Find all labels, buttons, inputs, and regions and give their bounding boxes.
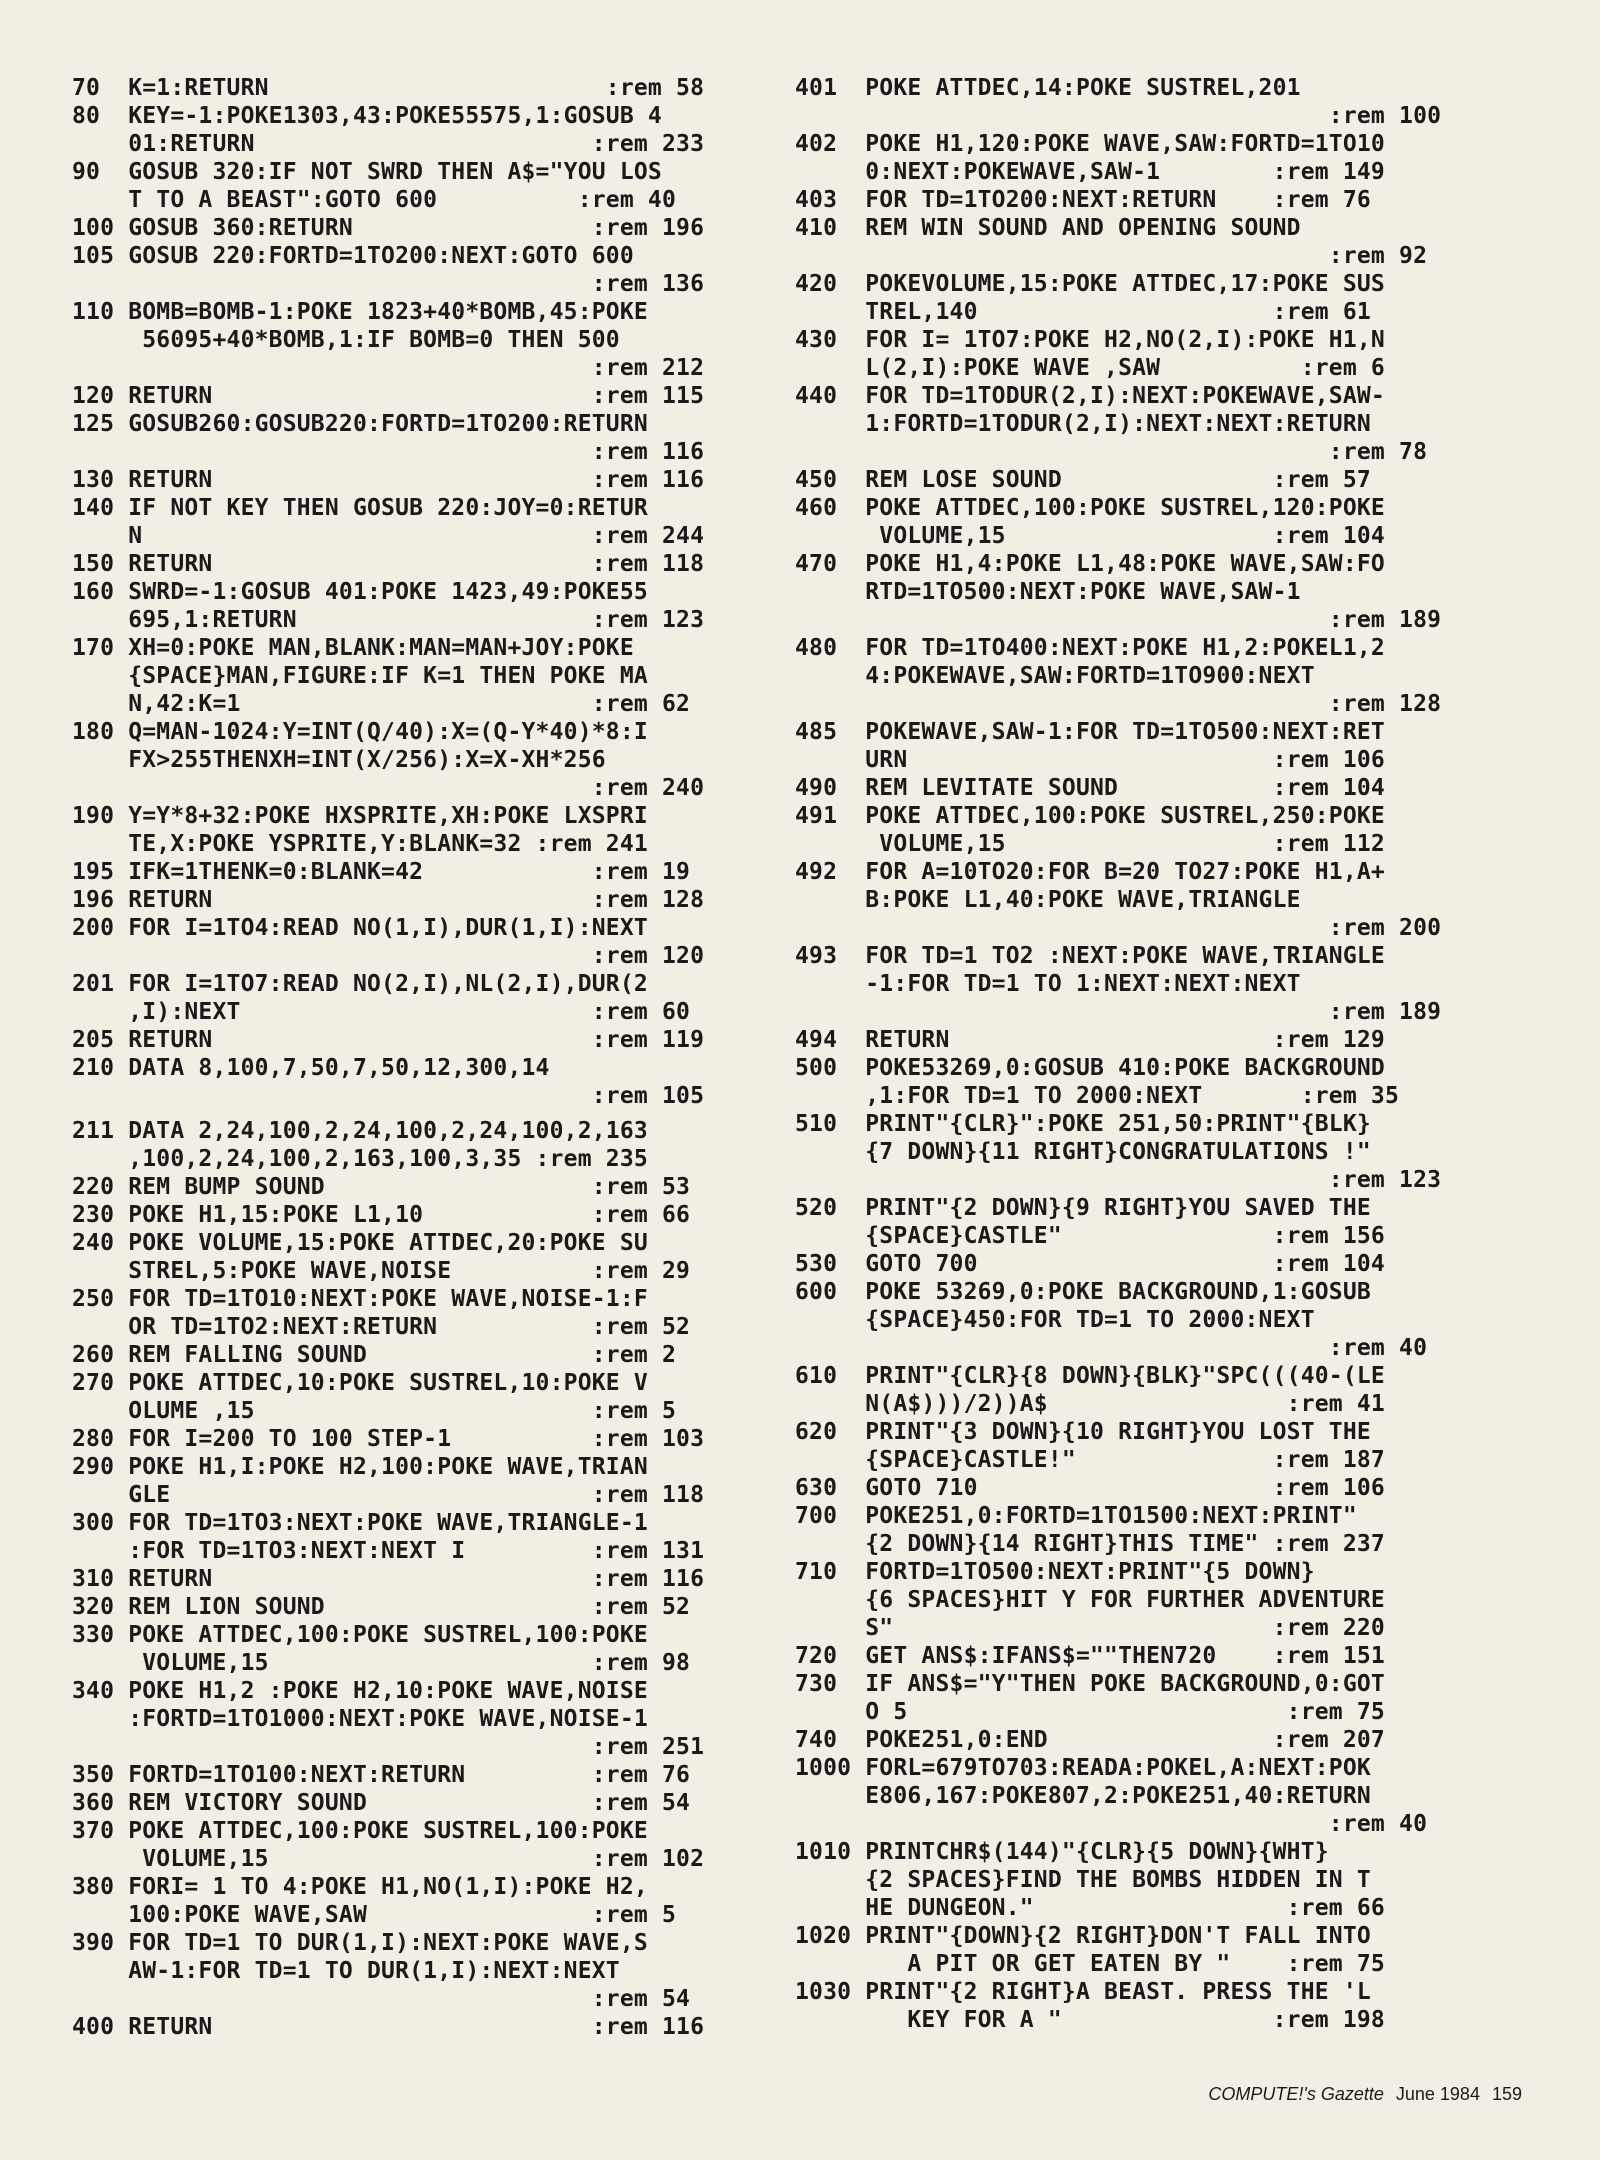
code-line: VOLUME,15 :rem 98 — [72, 1650, 691, 1676]
code-line: 230 POKE H1,15:POKE L1,10 :rem 66 — [72, 1202, 691, 1228]
code-line: GLE :rem 118 — [72, 1482, 705, 1508]
code-line: N(A$)))/2))A$ :rem 41 — [795, 1391, 1385, 1417]
code-line: S" :rem 220 — [795, 1615, 1385, 1641]
code-line: ,1:FOR TD=1 TO 2000:NEXT :rem 35 — [795, 1083, 1400, 1109]
code-line: OLUME ,15 :rem 5 — [72, 1398, 677, 1424]
code-line: 140 IF NOT KEY THEN GOSUB 220:JOY=0:RETUR — [72, 495, 648, 521]
code-line: 160 SWRD=-1:GOSUB 401:POKE 1423,49:POKE55 — [72, 579, 648, 605]
code-line: 125 GOSUB260:GOSUB220:FORTD=1TO200:RETURN — [72, 411, 648, 437]
code-line: :rem 212 — [72, 355, 705, 381]
code-line: KEY FOR A " :rem 198 — [795, 2007, 1385, 2033]
magazine-name: COMPUTE!'s Gazette — [1208, 2084, 1384, 2104]
code-line: {2 DOWN}{14 RIGHT}THIS TIME" :rem 237 — [795, 1531, 1385, 1557]
code-line: 695,1:RETURN :rem 123 — [72, 607, 705, 633]
code-line: TE,X:POKE YSPRITE,Y:BLANK=32 :rem 241 — [72, 831, 648, 857]
code-line: O 5 :rem 75 — [795, 1699, 1385, 1725]
code-line: 300 FOR TD=1TO3:NEXT:POKE WAVE,TRIANGLE-1 — [72, 1510, 648, 1536]
code-line: 1000 FORL=679TO703:READA:POKEL,A:NEXT:POK — [795, 1755, 1371, 1781]
code-line: :rem 123 — [795, 1167, 1442, 1193]
code-line: 205 RETURN :rem 119 — [72, 1027, 705, 1053]
code-line: 402 POKE H1,120:POKE WAVE,SAW:FORTD=1TO10 — [795, 131, 1385, 157]
code-line: :rem 189 — [795, 999, 1442, 1025]
code-line: 270 POKE ATTDEC,10:POKE SUSTREL,10:POKE V — [72, 1370, 648, 1396]
code-line: :rem 128 — [795, 691, 1442, 717]
code-line: E806,167:POKE807,2:POKE251,40:RETURN — [795, 1783, 1371, 1809]
code-line: 100:POKE WAVE,SAW :rem 5 — [72, 1902, 677, 1928]
code-line: 110 BOMB=BOMB-1:POKE 1823+40*BOMB,45:POKE — [72, 299, 648, 325]
code-line: 492 FOR A=10TO20:FOR B=20 TO27:POKE H1,A+ — [795, 859, 1385, 885]
code-line: :rem 120 — [72, 943, 705, 969]
code-line: :rem 40 — [795, 1811, 1428, 1837]
code-line: 720 GET ANS$:IFANS$=""THEN720 :rem 151 — [795, 1643, 1385, 1669]
code-line: VOLUME,15 :rem 102 — [72, 1846, 705, 1872]
code-line: 56095+40*BOMB,1:IF BOMB=0 THEN 500 — [72, 327, 620, 353]
code-line: :FORTD=1TO1000:NEXT:POKE WAVE,NOISE-1 — [72, 1706, 648, 1732]
code-line: 210 DATA 8,100,7,50,7,50,12,300,14 — [72, 1055, 550, 1081]
code-line: 480 FOR TD=1TO400:NEXT:POKE H1,2:POKEL1,2 — [795, 635, 1385, 661]
code-line: T TO A BEAST":GOTO 600 :rem 40 — [72, 187, 677, 213]
code-line: ,I):NEXT :rem 60 — [72, 999, 691, 1025]
code-line: 1:FORTD=1TODUR(2,I):NEXT:NEXT:RETURN — [795, 411, 1371, 437]
code-line: :FOR TD=1TO3:NEXT:NEXT I :rem 131 — [72, 1538, 705, 1564]
code-line: RTD=1TO500:NEXT:POKE WAVE,SAW-1 — [795, 579, 1301, 605]
code-line: 710 FORTD=1TO500:NEXT:PRINT"{5 DOWN} — [795, 1559, 1315, 1585]
code-line: FX>255THENXH=INT(X/256):X=X-XH*256 — [72, 747, 606, 773]
code-line: :rem 78 — [795, 439, 1428, 465]
code-line: 4:POKEWAVE,SAW:FORTD=1TO900:NEXT — [795, 663, 1315, 689]
left-code-column — [72, 74, 762, 2041]
code-line: 1030 PRINT"{2 RIGHT}A BEAST. PRESS THE 'L — [795, 1979, 1371, 2005]
code-line: 530 GOTO 700 :rem 104 — [795, 1251, 1385, 1277]
code-line: 500 POKE53269,0:GOSUB 410:POKE BACKGROUND — [795, 1055, 1385, 1081]
code-line: 180 Q=MAN-1024:Y=INT(Q/40):X=(Q-Y*40)*8:I — [72, 719, 648, 745]
code-line: N :rem 244 — [72, 523, 705, 549]
code-line: ,100,2,24,100,2,163,100,3,35 :rem 235 — [72, 1146, 648, 1172]
code-line: 01:RETURN :rem 233 — [72, 131, 705, 157]
code-line: :rem 200 — [795, 915, 1442, 941]
code-line: STREL,5:POKE WAVE,NOISE :rem 29 — [72, 1258, 691, 1284]
code-line: {2 SPACES}FIND THE BOMBS HIDDEN IN T — [795, 1867, 1371, 1893]
code-line: 310 RETURN :rem 116 — [72, 1566, 705, 1592]
code-line: :rem 240 — [72, 775, 705, 801]
code-line: VOLUME,15 :rem 112 — [795, 831, 1385, 857]
code-line: B:POKE L1,40:POKE WAVE,TRIANGLE — [795, 887, 1301, 913]
code-line: 740 POKE251,0:END :rem 207 — [795, 1727, 1385, 1753]
code-line: 120 RETURN :rem 115 — [72, 383, 705, 409]
code-line: 490 REM LEVITATE SOUND :rem 104 — [795, 775, 1385, 801]
code-line: 170 XH=0:POKE MAN,BLANK:MAN=MAN+JOY:POKE — [72, 635, 634, 661]
code-line: 730 IF ANS$="Y"THEN POKE BACKGROUND,0:GOT — [795, 1671, 1385, 1697]
code-line: N,42:K=1 :rem 62 — [72, 691, 691, 717]
code-line: URN :rem 106 — [795, 747, 1385, 773]
code-line: 370 POKE ATTDEC,100:POKE SUSTREL,100:POKE — [72, 1818, 648, 1844]
code-line: HE DUNGEON." :rem 66 — [795, 1895, 1385, 1921]
right-code-column — [795, 74, 1525, 2034]
code-line: 0:NEXT:POKEWAVE,SAW-1 :rem 149 — [795, 159, 1385, 185]
code-line: :rem 100 — [795, 103, 1442, 129]
code-line: 440 FOR TD=1TODUR(2,I):NEXT:POKEWAVE,SAW- — [795, 383, 1385, 409]
blank-gap — [72, 1110, 762, 1117]
code-line: {SPACE}MAN,FIGURE:IF K=1 THEN POKE MA — [72, 663, 648, 689]
code-line: 470 POKE H1,4:POKE L1,48:POKE WAVE,SAW:FO — [795, 551, 1385, 577]
code-line: 494 RETURN :rem 129 — [795, 1027, 1385, 1053]
code-line: :rem 136 — [72, 271, 705, 297]
code-line: AW-1:FOR TD=1 TO DUR(1,I):NEXT:NEXT — [72, 1958, 620, 1984]
code-line: {SPACE}CASTLE!" :rem 187 — [795, 1447, 1385, 1473]
page-footer — [1196, 2084, 1522, 2105]
issue-date: June 1984 — [1395, 2084, 1480, 2104]
code-line: 90 GOSUB 320:IF NOT SWRD THEN A$="YOU LOS — [72, 159, 662, 185]
code-line: 130 RETURN :rem 116 — [72, 467, 705, 493]
code-line: 493 FOR TD=1 TO2 :NEXT:POKE WAVE,TRIANGLE — [795, 943, 1385, 969]
code-line: :rem 105 — [72, 1083, 705, 1109]
code-line: 340 POKE H1,2 :POKE H2,10:POKE WAVE,NOISE — [72, 1678, 648, 1704]
code-line: :rem 40 — [795, 1335, 1428, 1361]
code-line: 630 GOTO 710 :rem 106 — [795, 1475, 1385, 1501]
code-line: 290 POKE H1,I:POKE H2,100:POKE WAVE,TRIAN — [72, 1454, 648, 1480]
page-number: 159 — [1491, 2084, 1522, 2104]
code-line: L(2,I):POKE WAVE ,SAW :rem 6 — [795, 355, 1385, 381]
code-line: 700 POKE251,0:FORTD=1TO1500:NEXT:PRINT" — [795, 1503, 1357, 1529]
code-line: 220 REM BUMP SOUND :rem 53 — [72, 1174, 691, 1200]
code-line: 1020 PRINT"{DOWN}{2 RIGHT}DON'T FALL INTO — [795, 1923, 1371, 1949]
code-line: 491 POKE ATTDEC,100:POKE SUSTREL,250:POKE — [795, 803, 1385, 829]
code-line: -1:FOR TD=1 TO 1:NEXT:NEXT:NEXT — [795, 971, 1301, 997]
code-line: 401 POKE ATTDEC,14:POKE SUSTREL,201 — [795, 75, 1301, 101]
code-line: 105 GOSUB 220:FORTD=1TO200:NEXT:GOTO 600 — [72, 243, 634, 269]
code-line: 450 REM LOSE SOUND :rem 57 — [795, 467, 1371, 493]
code-line: 400 RETURN :rem 116 — [72, 2014, 705, 2040]
code-line: 195 IFK=1THENK=0:BLANK=42 :rem 19 — [72, 859, 691, 885]
code-line: 190 Y=Y*8+32:POKE HXSPRITE,XH:POKE LXSPRI — [72, 803, 648, 829]
code-line: 80 KEY=-1:POKE1303,43:POKE55575,1:GOSUB 4 — [72, 103, 662, 129]
code-line: {6 SPACES}HIT Y FOR FURTHER ADVENTURE — [795, 1587, 1385, 1613]
code-line: 410 REM WIN SOUND AND OPENING SOUND — [795, 215, 1301, 241]
code-line: {7 DOWN}{11 RIGHT}CONGRATULATIONS !" — [795, 1139, 1371, 1165]
code-line: :rem 116 — [72, 439, 705, 465]
code-line: 211 DATA 2,24,100,2,24,100,2,24,100,2,163 — [72, 1118, 648, 1144]
code-line: {SPACE}450:FOR TD=1 TO 2000:NEXT — [795, 1307, 1315, 1333]
code-line: 600 POKE 53269,0:POKE BACKGROUND,1:GOSUB — [795, 1279, 1371, 1305]
code-line: 196 RETURN :rem 128 — [72, 887, 705, 913]
code-line: 485 POKEWAVE,SAW-1:FOR TD=1TO500:NEXT:RET — [795, 719, 1385, 745]
code-line: 460 POKE ATTDEC,100:POKE SUSTREL,120:POKE — [795, 495, 1385, 521]
code-line: 200 FOR I=1TO4:READ NO(1,I),DUR(1,I):NEXT — [72, 915, 648, 941]
code-line: 70 K=1:RETURN :rem 58 — [72, 75, 705, 101]
code-line: 360 REM VICTORY SOUND :rem 54 — [72, 1790, 691, 1816]
code-line: 403 FOR TD=1TO200:NEXT:RETURN :rem 76 — [795, 187, 1371, 213]
code-line: 100 GOSUB 360:RETURN :rem 196 — [72, 215, 705, 241]
code-line: :rem 189 — [795, 607, 1442, 633]
code-line: A PIT OR GET EATEN BY " :rem 75 — [795, 1951, 1385, 1977]
code-line: :rem 54 — [72, 1986, 691, 2012]
code-line: 260 REM FALLING SOUND :rem 2 — [72, 1342, 677, 1368]
code-line: 390 FOR TD=1 TO DUR(1,I):NEXT:POKE WAVE,S — [72, 1930, 648, 1956]
code-line: 280 FOR I=200 TO 100 STEP-1 :rem 103 — [72, 1426, 705, 1452]
code-line: 610 PRINT"{CLR}{8 DOWN}{BLK}"SPC(((40-(LE — [795, 1363, 1385, 1389]
code-line: 250 FOR TD=1TO10:NEXT:POKE WAVE,NOISE-1:F — [72, 1286, 648, 1312]
code-line: 1010 PRINTCHR$(144)"{CLR}{5 DOWN}{WHT} — [795, 1839, 1329, 1865]
code-line: 620 PRINT"{3 DOWN}{10 RIGHT}YOU LOST THE — [795, 1419, 1371, 1445]
code-line: TREL,140 :rem 61 — [795, 299, 1371, 325]
code-line: OR TD=1TO2:NEXT:RETURN :rem 52 — [72, 1314, 691, 1340]
code-line: VOLUME,15 :rem 104 — [795, 523, 1385, 549]
code-line: 510 PRINT"{CLR}":POKE 251,50:PRINT"{BLK} — [795, 1111, 1371, 1137]
code-line: 350 FORTD=1TO100:NEXT:RETURN :rem 76 — [72, 1762, 691, 1788]
code-line: {SPACE}CASTLE" :rem 156 — [795, 1223, 1385, 1249]
code-line: 420 POKEVOLUME,15:POKE ATTDEC,17:POKE SUS — [795, 271, 1385, 297]
code-line: 380 FORI= 1 TO 4:POKE H1,NO(1,I):POKE H2, — [72, 1874, 648, 1900]
code-line: 330 POKE ATTDEC,100:POKE SUSTREL,100:POKE — [72, 1622, 648, 1648]
code-line: 240 POKE VOLUME,15:POKE ATTDEC,20:POKE SU — [72, 1230, 648, 1256]
code-line: 430 FOR I= 1TO7:POKE H2,NO(2,I):POKE H1,N — [795, 327, 1385, 353]
code-line: 150 RETURN :rem 118 — [72, 551, 705, 577]
code-line: 320 REM LION SOUND :rem 52 — [72, 1594, 691, 1620]
code-line: :rem 92 — [795, 243, 1428, 269]
code-line: :rem 251 — [72, 1734, 705, 1760]
code-line: 520 PRINT"{2 DOWN}{9 RIGHT}YOU SAVED THE — [795, 1195, 1371, 1221]
code-line: 201 FOR I=1TO7:READ NO(2,I),NL(2,I),DUR(2 — [72, 971, 648, 997]
